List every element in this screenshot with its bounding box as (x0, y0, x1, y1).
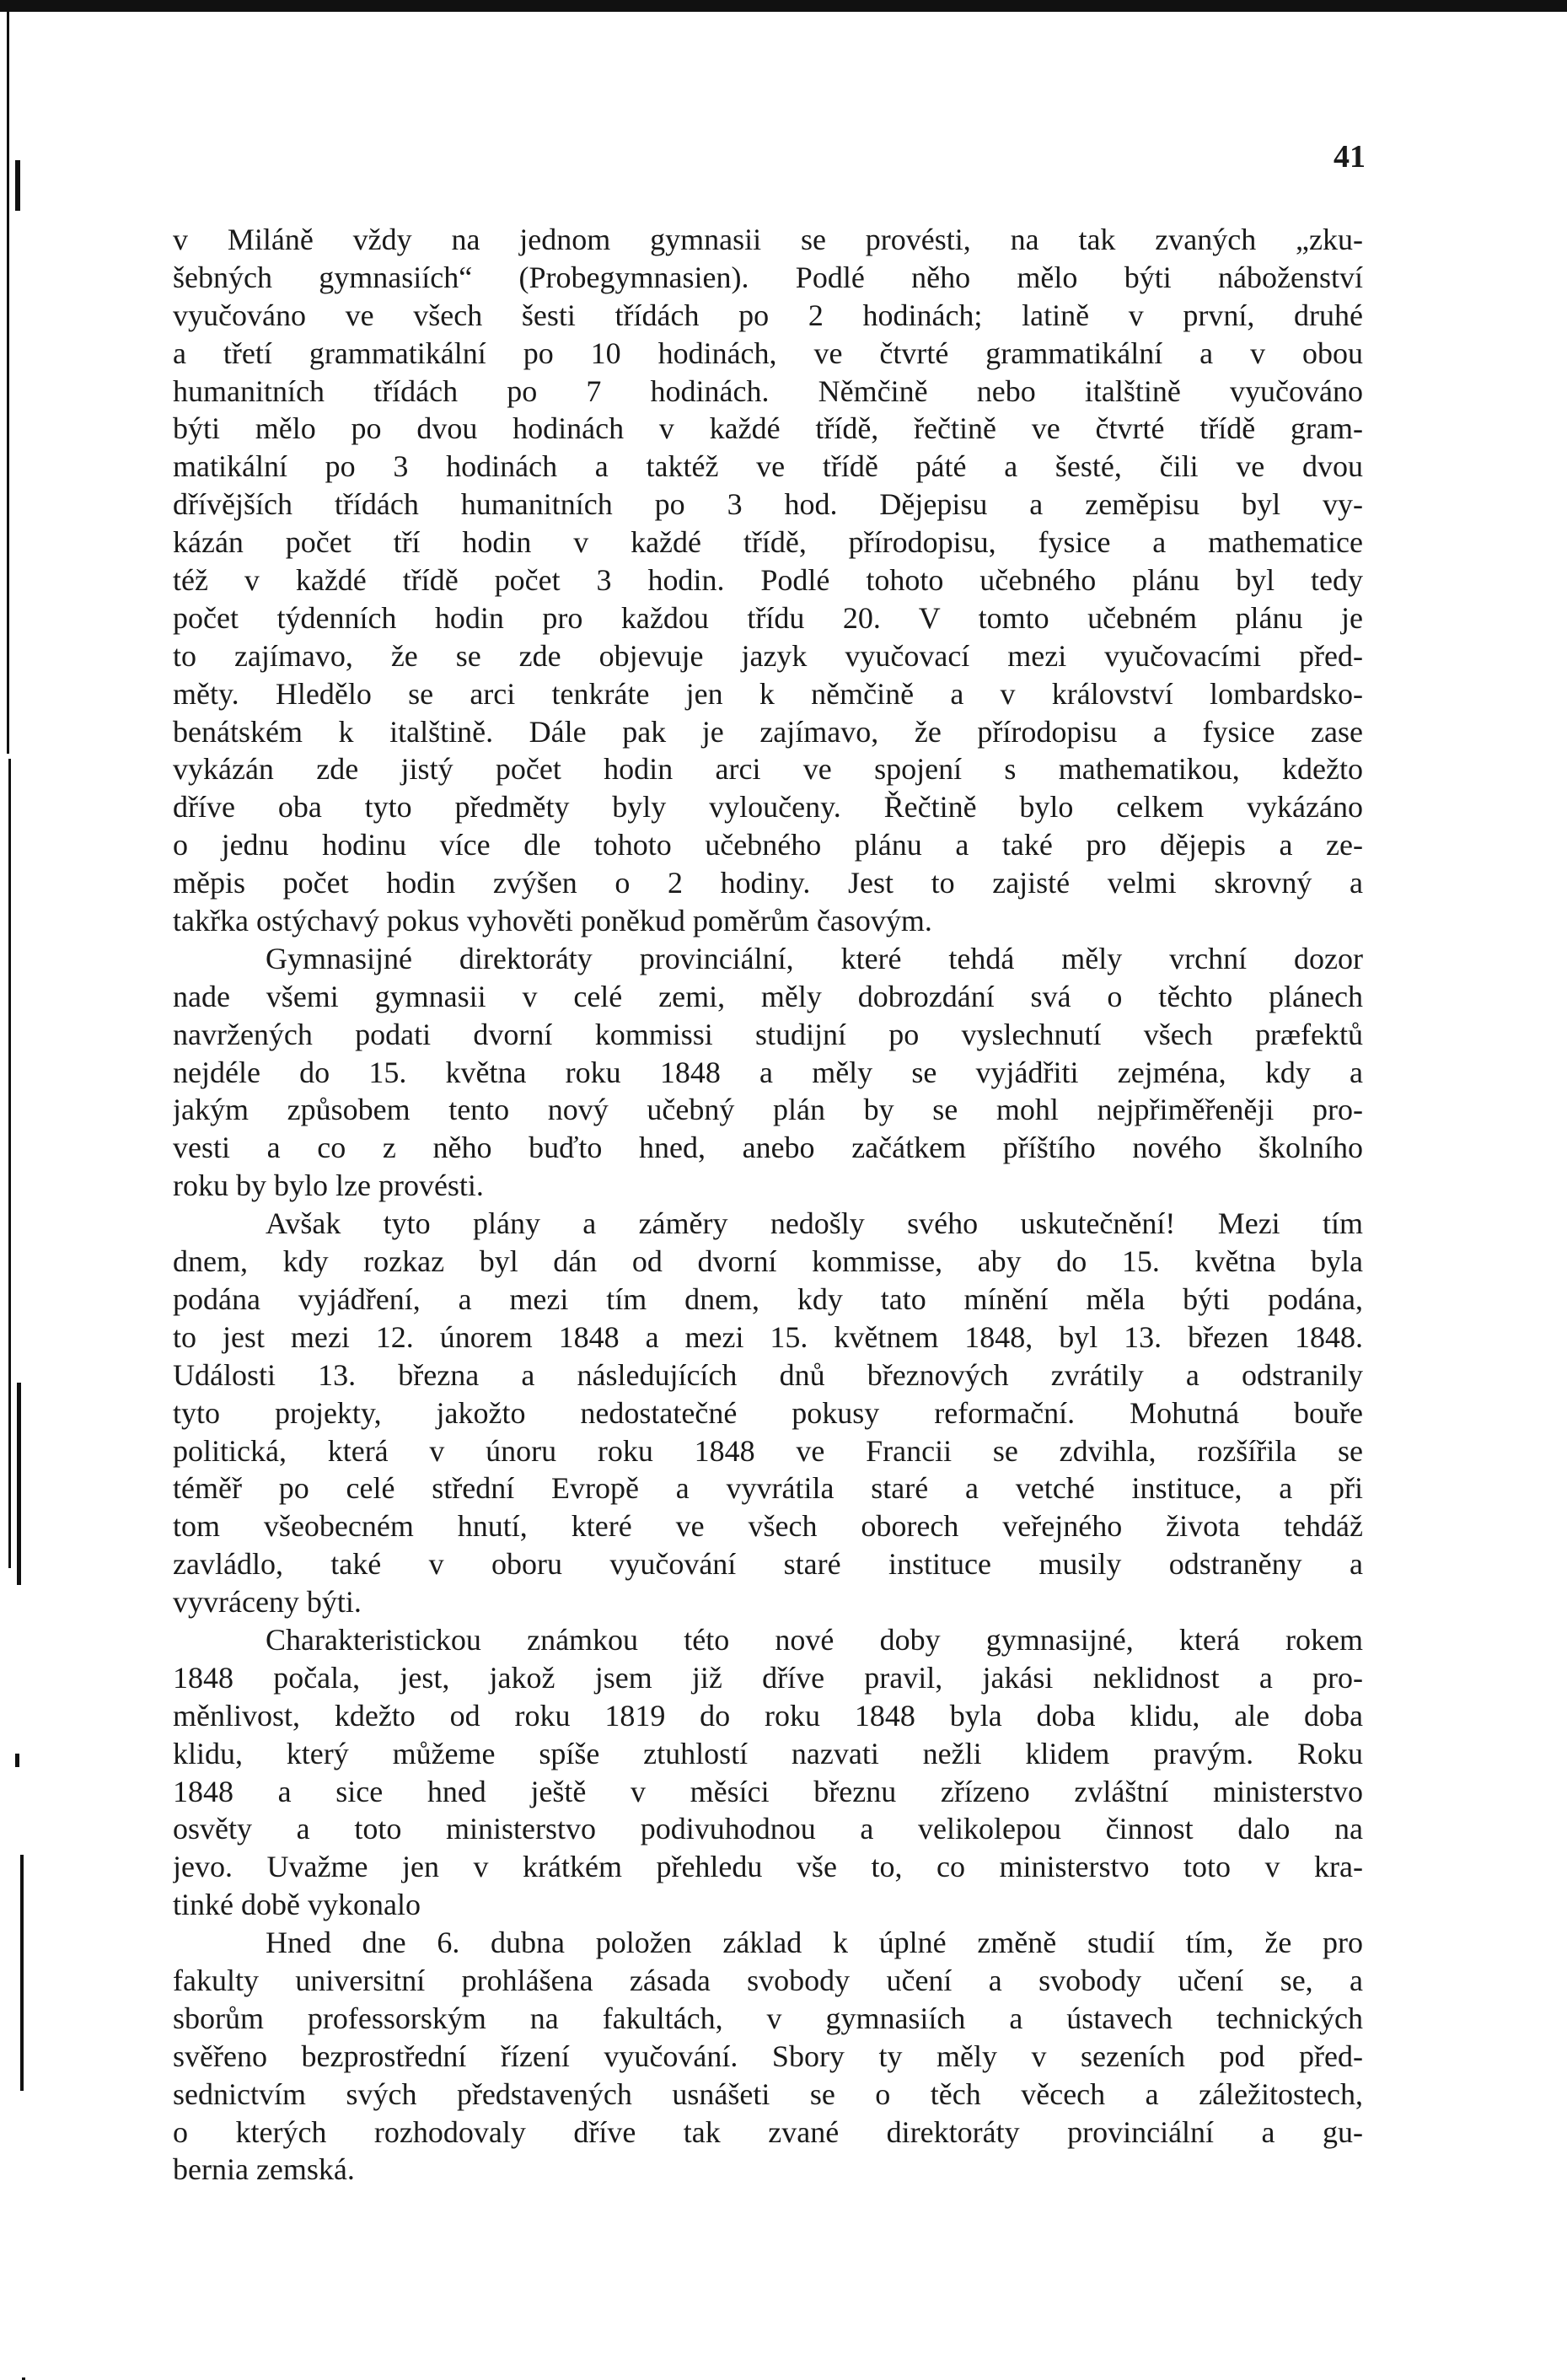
text-line: osvěty a toto ministerstvo podivuhodnou a velikolepou činnost dalo na (173, 1812, 1363, 1846)
text-line: též v každé třídě počet 3 hodin. Podlé tohoto učebného plánu byl tedy (173, 563, 1363, 598)
body-text (173, 221, 1363, 2189)
text-line: vyvráceny býti. (173, 1585, 362, 1620)
text-line: politická, která v únoru roku 1848 ve Francii se zdvihla, rozšířila se (173, 1433, 1363, 1468)
text-line: 1848 a sice hned ještě v měsíci březnu zřízeno zvláštní ministerstvo (173, 1774, 1363, 1808)
text-line: tyto projekty, jakožto nedostatečné pokusy reformační. Mohutná bouře (173, 1395, 1363, 1430)
text-line: býti mělo po dvou hodinách v každé třídě, řečtině ve čtvrté třídě gram- (173, 411, 1363, 446)
paragraph (173, 221, 1363, 940)
text-line: podána vyjádření, a mezi tím dnem, kdy tato mínění měla býti podána, (173, 1281, 1363, 1316)
binding-mark-1 (15, 160, 20, 211)
text-line: matikální po 3 hodinách a taktéž ve třídě páté a šesté, čili ve dvou (173, 449, 1363, 484)
text-line: Události 13. března a následujících dnů březnových zvrátily a odstranily (173, 1357, 1363, 1392)
text-line: fakulty universitní prohlášena zásada svobody učení a svobody učení se, a (173, 1963, 1363, 1997)
paragraph (173, 1621, 1363, 1924)
text-line: vykázán zde jistý počet hodin arci ve spojení s mathematikou, kdežto (173, 752, 1363, 787)
text-line: měnlivost, kdežto od roku 1819 do roku 1848 byla doba klidu, ale doba (173, 1698, 1363, 1733)
text-line: Hned dne 6. dubna položen základ k úplné změně studií tím, že pro (266, 1926, 1363, 1960)
text-line: kázán počet tří hodin v každé třídě, přírodopisu, fysice a mathematice (173, 525, 1363, 560)
text-line: navržených podati dvorní kommissi studijní po vyslechnutí všech præfektů (173, 1017, 1363, 1051)
text-line: tinké době vykonalo (173, 1888, 421, 1922)
text-line: Avšak tyto plány a záměry nedošly svého uskutečnění! Mezi tím (266, 1206, 1363, 1241)
text-line: Gymnasijné direktoráty provinciální, které tehdá měly vrchní dozor (266, 941, 1363, 975)
text-line: tom všeobecném hnutí, které ve všech oborech veřejného života tehdáž (173, 1509, 1363, 1544)
paragraph (173, 1924, 1363, 2189)
text-line: svěřeno bezprostřední řízení vyučování. Sbory ty měly v sezeních pod před- (173, 2039, 1363, 2073)
text-line: o kterých rozhodovaly dříve tak zvané direktoráty provinciální a gu- (173, 2114, 1363, 2149)
text-line: šebných gymnasiích“ (Probegymnasien). Podlé něho mělo býti náboženství (173, 260, 1363, 294)
text-line: zavládlo, také v oboru vyučování staré instituce musily odstraněny a (173, 1547, 1363, 1582)
text-line: měty. Hledělo se arci tenkráte jen k němčině a v království lombardsko- (173, 676, 1363, 711)
text-line: v Miláně vždy na jednom gymnasii se provésti, na tak zvaných „zku- (173, 223, 1363, 256)
text-line: to zajímavo, že se zde objevuje jazyk vyučovací mezi vyučovacími před- (173, 638, 1363, 673)
text-line: Charakteristickou známkou této nové doby gymnasijné, která rokem (266, 1622, 1363, 1657)
text-line: sednictvím svých představených usnášeti se o těch věcech a záležitostech, (173, 2076, 1363, 2111)
text-line: a třetí grammatikální po 10 hodinách, ve čtvrté grammatikální a v obou (173, 336, 1363, 370)
text-line: dnem, kdy rozkaz byl dán od dvorní kommisse, aby do 15. května byla (173, 1244, 1363, 1279)
text-line: nade všemi gymnasii v celé zemi, měly dobrozdání svá o těchto plánech (173, 979, 1363, 1013)
text-line: klidu, který můžeme spíše ztuhlostí nazvati nežli klidem pravým. Roku (173, 1736, 1363, 1770)
text-line: vesti a co z něho buďto hned, anebo začátkem příštího nového školního (173, 1131, 1363, 1165)
binding-edge-line (7, 12, 9, 754)
text-line: to jest mezi 12. únorem 1848 a mezi 15. květnem 1848, byl 13. březen 1848. (173, 1319, 1363, 1354)
text-line: vyučováno ve všech šesti třídách po 2 hodinách; latině v první, druhé (173, 298, 1363, 332)
text-line: nejdéle do 15. května roku 1848 a měly se vyjádřiti zejména, kdy a (173, 1055, 1363, 1089)
text-line: 1848 počala, jest, jakož jsem již dříve pravil, jakási neklidnost a pro- (173, 1660, 1363, 1695)
paragraph (173, 940, 1363, 1205)
binding-mark-4 (20, 1855, 24, 2091)
text-line: humanitních třídách po 7 hodinách. Němčině nebo italštině vyučováno (173, 373, 1363, 408)
text-line: jakým způsobem tento nový učebný plán by se mohl nejpřiměřeněji pro- (173, 1093, 1363, 1127)
paragraph (173, 1205, 1363, 1621)
page-number: 41 (1334, 139, 1366, 175)
text-line: roku by bylo lze provésti. (173, 1169, 484, 1203)
binding-mark-3 (15, 1754, 19, 1767)
text-line: takřka ostýchavý pokus vyhověti poněkud poměrům časovým. (173, 904, 932, 938)
text-line: dřívějších třídách humanitních po 3 hod. Dějepisu a zeměpisu byl vy- (173, 487, 1363, 522)
text-line: dříve oba tyto předměty byly vyloučeny. Řečtině bylo celkem vykázáno (173, 790, 1363, 825)
text-line: jevo. Uvažme jen v krátkém přehledu vše to, co ministerstvo toto v kra- (173, 1850, 1363, 1884)
text-line: téměř po celé střední Evropě a vyvrátila staré a vetché instituce, a při (173, 1471, 1363, 1506)
text-line: benátském k italštině. Dále pak je zajímavo, že přírodopisu a fysice zase (173, 714, 1363, 749)
binding-mark-2 (17, 1383, 21, 1585)
text-line: měpis počet hodin zvýšen o 2 hodiny. Jest to zajisté velmi skrovný a (173, 866, 1363, 900)
text-line: bernia zemská. (173, 2152, 355, 2187)
text-line: počet týdenních hodin pro každou třídu 20. V tomto učebném plánu je (173, 600, 1363, 635)
text-line: sborům professorským na fakultách, v gymnasiích a ústavech technických (173, 2001, 1363, 2035)
text-line: o jednu hodinu více dle tohoto učebného plánu a také pro dějepis a ze- (173, 828, 1363, 862)
binding-edge-line-lower (8, 759, 11, 1568)
